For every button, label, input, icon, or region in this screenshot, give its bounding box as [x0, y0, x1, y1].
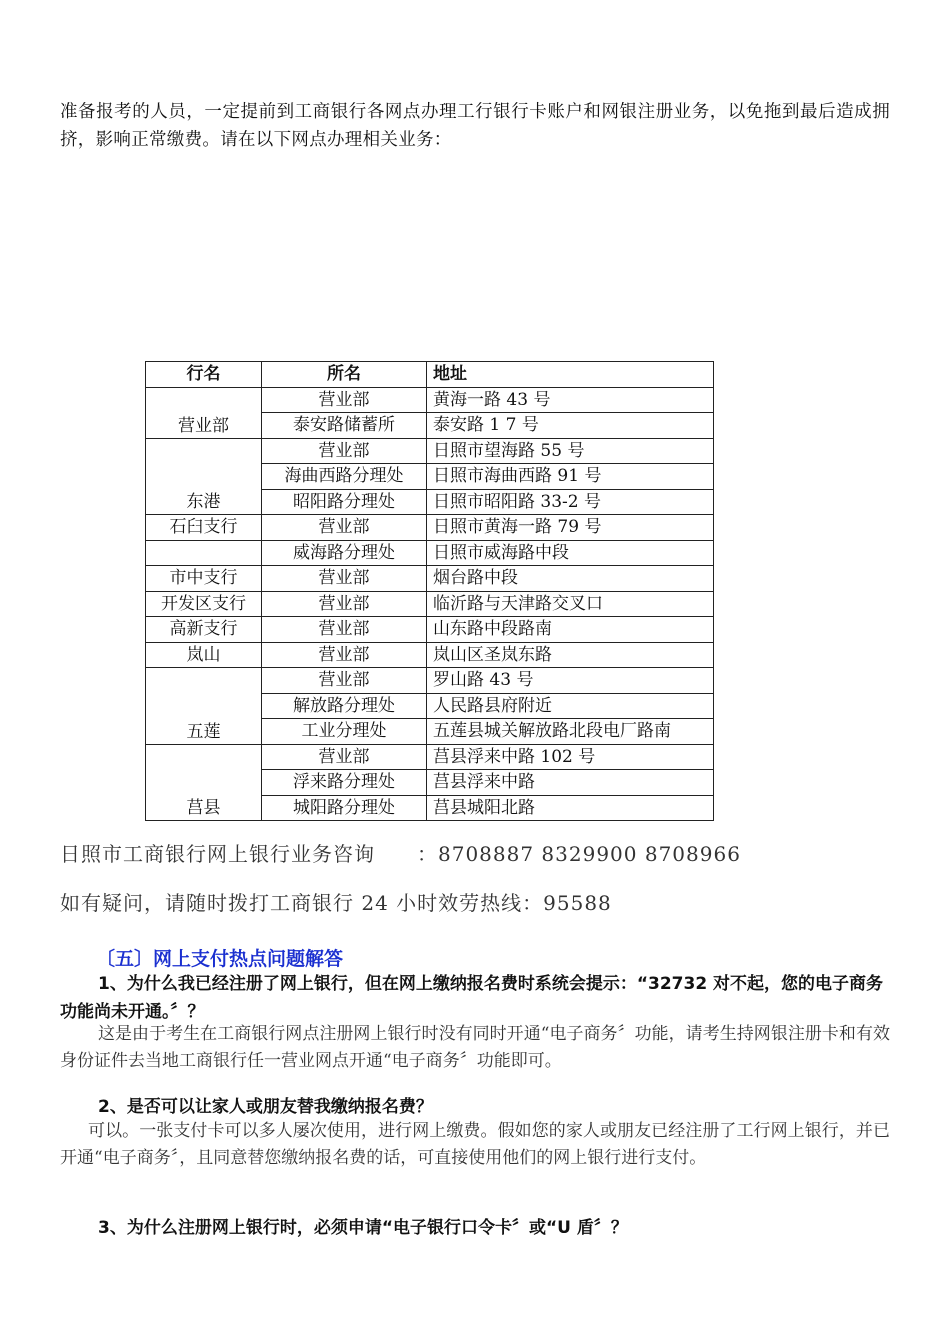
address-cell: 莒县浮来中路 102 号 — [427, 744, 714, 770]
table-row — [146, 617, 714, 643]
address-cell: 日照市望海路 55 号 — [427, 438, 714, 464]
address-cell: 黄海一路 43 号 — [427, 387, 714, 413]
section-title: 〔五〕网上支付热点问题解答 — [96, 948, 344, 970]
branch-table-body — [146, 387, 714, 821]
branch-name-cell: 城阳路分理处 — [262, 795, 427, 821]
branch-name-cell: 浮来路分理处 — [262, 770, 427, 796]
bank-name-cell: 岚山 — [146, 642, 262, 668]
consult-line: 日照市工商银行网上银行业务咨询 ：8708887 8329900 8708966 — [60, 842, 741, 866]
table-row — [146, 515, 714, 541]
intro-paragraph: 准备报考的人员，一定提前到工商银行各网点办理工行银行卡账户和网银注册业务，以免拖到最后造成拥挤，影响正常缴费。请在以下网点办理相关业务： — [60, 102, 890, 150]
header-address: 地址 — [427, 362, 714, 388]
address-cell: 人民路县府附近 — [427, 693, 714, 719]
branch-table — [145, 361, 714, 821]
header-branch: 所名 — [262, 362, 427, 388]
branch-name-cell: 营业部 — [262, 617, 427, 643]
table-row — [146, 540, 714, 566]
address-cell: 莒县浮来中路 — [427, 770, 714, 796]
branch-name-cell: 威海路分理处 — [262, 540, 427, 566]
header-bank: 行名 — [146, 362, 262, 388]
answer-2: 可以。一张支付卡可以多人屡次使用，进行网上缴费。假如您的家人或朋友已经注册了工行网上银行，并已开通“电子商务〞，且同意替您缴纳报名费的话，可直接使用他们的网上银行进行支付。 — [60, 1121, 890, 1168]
address-cell: 日照市昭阳路 33-2 号 — [427, 489, 714, 515]
table-row — [146, 438, 714, 464]
branch-name-cell: 营业部 — [262, 387, 427, 413]
branch-name-cell: 解放路分理处 — [262, 693, 427, 719]
branch-name-cell: 海曲西路分理处 — [262, 464, 427, 490]
bank-name-cell — [146, 540, 262, 566]
branch-name-cell: 营业部 — [262, 438, 427, 464]
address-cell: 日照市威海路中段 — [427, 540, 714, 566]
question-3: 3、为什么注册网上银行时，必须申请“电子银行口令卡〞或“U 盾〞？ — [98, 1218, 628, 1238]
table-row — [146, 744, 714, 770]
address-cell: 五莲县城关解放路北段电厂路南 — [427, 719, 714, 745]
bank-name-cell: 五莲 — [146, 668, 262, 745]
bank-name-cell: 东港 — [146, 438, 262, 515]
bank-name-cell: 莒县 — [146, 744, 262, 821]
address-cell: 烟台路中段 — [427, 566, 714, 592]
address-cell: 泰安路 1 7 号 — [427, 413, 714, 439]
branch-name-cell: 营业部 — [262, 566, 427, 592]
bank-name-cell: 开发区支行 — [146, 591, 262, 617]
branch-name-cell: 营业部 — [262, 668, 427, 694]
branch-name-cell: 营业部 — [262, 515, 427, 541]
table-row — [146, 668, 714, 694]
address-cell: 岚山区圣岚东路 — [427, 642, 714, 668]
question-1: 1、为什么我已经注册了网上银行，但在网上缴纳报名费时系统会提示：“32732 对不起，您的电子商务功能尚未开通。〞？ — [60, 974, 884, 1022]
address-cell: 莒县城阳北路 — [427, 795, 714, 821]
address-cell: 日照市黄海一路 79 号 — [427, 515, 714, 541]
branch-name-cell: 营业部 — [262, 744, 427, 770]
branch-name-cell: 营业部 — [262, 642, 427, 668]
table-row — [146, 591, 714, 617]
table-row — [146, 566, 714, 592]
branch-name-cell: 泰安路储蓄所 — [262, 413, 427, 439]
bank-name-cell: 石臼支行 — [146, 515, 262, 541]
address-cell: 临沂路与天津路交叉口 — [427, 591, 714, 617]
address-cell: 罗山路 43 号 — [427, 668, 714, 694]
table-row — [146, 387, 714, 413]
address-cell: 山东路中段路南 — [427, 617, 714, 643]
table-header-row — [146, 362, 714, 388]
table-row — [146, 642, 714, 668]
bank-name-cell: 高新支行 — [146, 617, 262, 643]
branch-name-cell: 营业部 — [262, 591, 427, 617]
bank-name-cell: 市中支行 — [146, 566, 262, 592]
answer-1: 这是由于考生在工商银行网点注册网上银行时没有同时开通“电子商务〞功能，请考生持网银注册卡和有效身份证件去当地工商银行任一营业网点开通“电子商务〞功能即可。 — [60, 1024, 890, 1071]
branch-name-cell: 工业分理处 — [262, 719, 427, 745]
bank-name-cell: 营业部 — [146, 387, 262, 438]
address-cell: 日照市海曲西路 91 号 — [427, 464, 714, 490]
question-2: 2、是否可以让家人或朋友替我缴纳报名费？ — [98, 1097, 433, 1117]
branch-name-cell: 昭阳路分理处 — [262, 489, 427, 515]
hotline-line: 如有疑问，请随时拨打工商银行 24 小时效劳热线：95588 — [60, 891, 612, 915]
